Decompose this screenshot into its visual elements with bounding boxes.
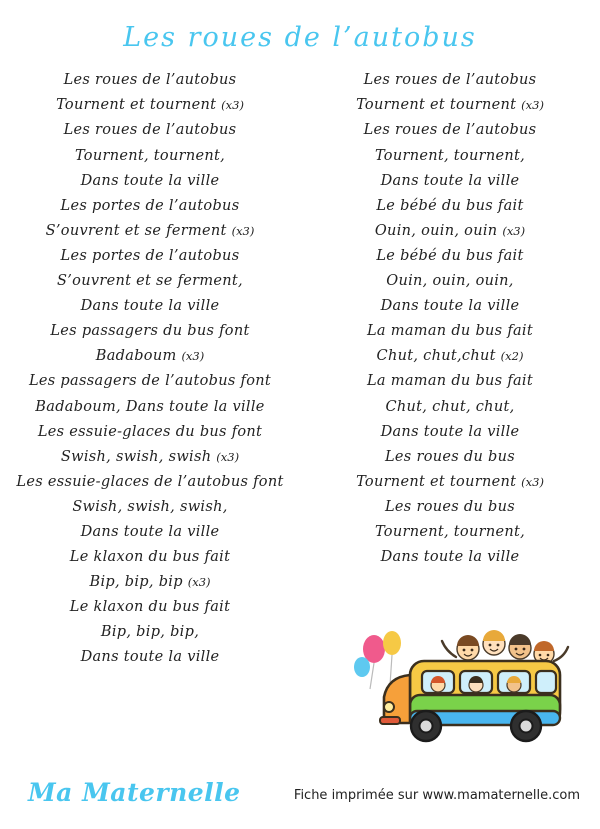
lyric-text: Tournent, tournent, (374, 147, 526, 164)
lyric-line (308, 143, 592, 168)
lyric-text: Dans toute la ville (380, 549, 520, 566)
lyric-text: Tournent, tournent, (374, 523, 526, 540)
lyric-line (8, 93, 292, 118)
lyric-line (308, 545, 592, 570)
lyric-repeat-count: (x3) (231, 223, 255, 238)
lyric-line (8, 344, 292, 369)
lyric-repeat-count: (x3) (521, 474, 544, 489)
lyrics-column-right (300, 68, 600, 670)
lyric-repeat-count: (x3) (502, 223, 526, 238)
lyric-repeat-count: (x3) (521, 98, 544, 113)
lyric-text: Les portes de l’autobus (60, 247, 240, 264)
lyric-line (308, 419, 592, 444)
lyric-repeat-count: (x3) (181, 349, 205, 364)
lyric-text: Ouin, ouin, ouin, (386, 273, 514, 290)
lyric-text: Le bébé du bus fait (376, 197, 524, 214)
lyric-text: Badaboum, Dans toute la ville (35, 398, 265, 415)
lyric-text: Les essuie-glaces de l’autobus font (16, 473, 284, 490)
lyric-text: Les passagers de l’autobus font (28, 373, 272, 390)
lyric-text: Les roues de l’autobus (63, 122, 237, 139)
lyric-text: Chut, chut, chut, (385, 398, 515, 415)
lyrics-columns (0, 58, 600, 670)
lyric-text: Tournent et tournent (356, 97, 517, 114)
lyric-text: La maman du bus fait (367, 323, 533, 340)
lyric-text: Les roues de l’autobus (363, 122, 537, 139)
lyric-line (308, 193, 592, 218)
lyric-line (8, 394, 292, 419)
lyric-line (8, 143, 292, 168)
lyric-text: Dans toute la ville (380, 423, 520, 440)
lyric-line (8, 570, 292, 595)
lyric-text: Dans toute la ville (80, 649, 220, 666)
lyric-text: Swish, swish, swish (60, 448, 212, 465)
lyric-line (8, 495, 292, 520)
lyric-line (308, 319, 592, 344)
page-title: Les roues de l’autobus (123, 22, 477, 53)
lyric-repeat-count: (x3) (221, 98, 244, 113)
lyric-text: Les roues de l’autobus (363, 72, 537, 89)
lyric-text: Le klaxon du bus fait (69, 549, 231, 566)
lyric-text: Tournent et tournent (56, 97, 217, 114)
lyric-line (308, 118, 592, 143)
lyric-line (308, 168, 592, 193)
lyric-text: Dans toute la ville (80, 523, 220, 540)
lyric-text: S’ouvrent et se ferment, (57, 273, 243, 290)
lyric-line (308, 495, 592, 520)
lyric-line (8, 645, 292, 670)
lyric-text: Dans toute la ville (380, 172, 520, 189)
lyric-text: S’ouvrent et se ferment (45, 222, 227, 239)
lyric-line (8, 269, 292, 294)
lyric-line (308, 344, 592, 369)
lyric-line (8, 419, 292, 444)
lyric-text: Bip, bip, bip, (100, 624, 200, 641)
lyric-text: Les roues de l’autobus (63, 72, 237, 89)
lyric-line (8, 118, 292, 143)
lyric-repeat-count: (x3) (216, 449, 240, 464)
lyric-text: Le bébé du bus fait (376, 247, 524, 264)
lyric-line (8, 193, 292, 218)
lyric-text: Tournent, tournent, (74, 147, 226, 164)
lyric-line (308, 470, 592, 495)
lyric-text: Dans toute la ville (80, 298, 220, 315)
brand-logo: Ma Maternelle (28, 778, 241, 807)
page-footer (0, 759, 600, 829)
lyric-line (308, 444, 592, 469)
lyric-line (8, 219, 292, 244)
lyric-line (8, 244, 292, 269)
lyric-line (8, 68, 292, 93)
lyric-text: Les portes de l’autobus (60, 197, 240, 214)
school-bus-illustration (348, 627, 578, 757)
lyric-line (308, 68, 592, 93)
lyric-line (308, 93, 592, 118)
lyrics-column-left (0, 68, 300, 670)
lyric-text: Ouin, ouin, ouin (374, 222, 498, 239)
lyric-line (308, 219, 592, 244)
lyric-text: Les roues du bus (385, 498, 515, 515)
lyric-line (308, 269, 592, 294)
lyric-line (8, 444, 292, 469)
lyric-line (8, 620, 292, 645)
lyric-text: Swish, swish, swish, (72, 498, 228, 515)
lyric-text: Les roues du bus (385, 448, 515, 465)
lyric-text: Tournent et tournent (356, 473, 517, 490)
lyric-text: Dans toute la ville (80, 172, 220, 189)
lyric-text: Les passagers du bus font (50, 323, 250, 340)
lyric-line (8, 520, 292, 545)
lyric-text: Badaboum (95, 348, 177, 365)
lyric-line (8, 545, 292, 570)
lyric-line (8, 369, 292, 394)
lyric-text: Bip, bip, bip (89, 574, 183, 591)
lyric-line (308, 294, 592, 319)
lyric-line (308, 520, 592, 545)
lyric-line (308, 394, 592, 419)
lyric-line (308, 369, 592, 394)
lyric-line (8, 595, 292, 620)
lyric-text: Dans toute la ville (380, 298, 520, 315)
lyric-text: La maman du bus fait (367, 373, 533, 390)
printed-source-note: Fiche imprimée sur www.mamaternelle.com (293, 788, 580, 803)
lyric-repeat-count: (x2) (500, 349, 524, 364)
lyric-line (8, 294, 292, 319)
lyric-line (8, 470, 292, 495)
lyric-text: Chut, chut,chut (376, 348, 496, 365)
lyric-line (8, 319, 292, 344)
lyric-line (8, 168, 292, 193)
lyric-line (308, 244, 592, 269)
lyric-text: Les essuie-glaces du bus font (37, 423, 263, 440)
lyric-text: Le klaxon du bus fait (69, 599, 231, 616)
lyric-repeat-count: (x3) (187, 575, 211, 590)
